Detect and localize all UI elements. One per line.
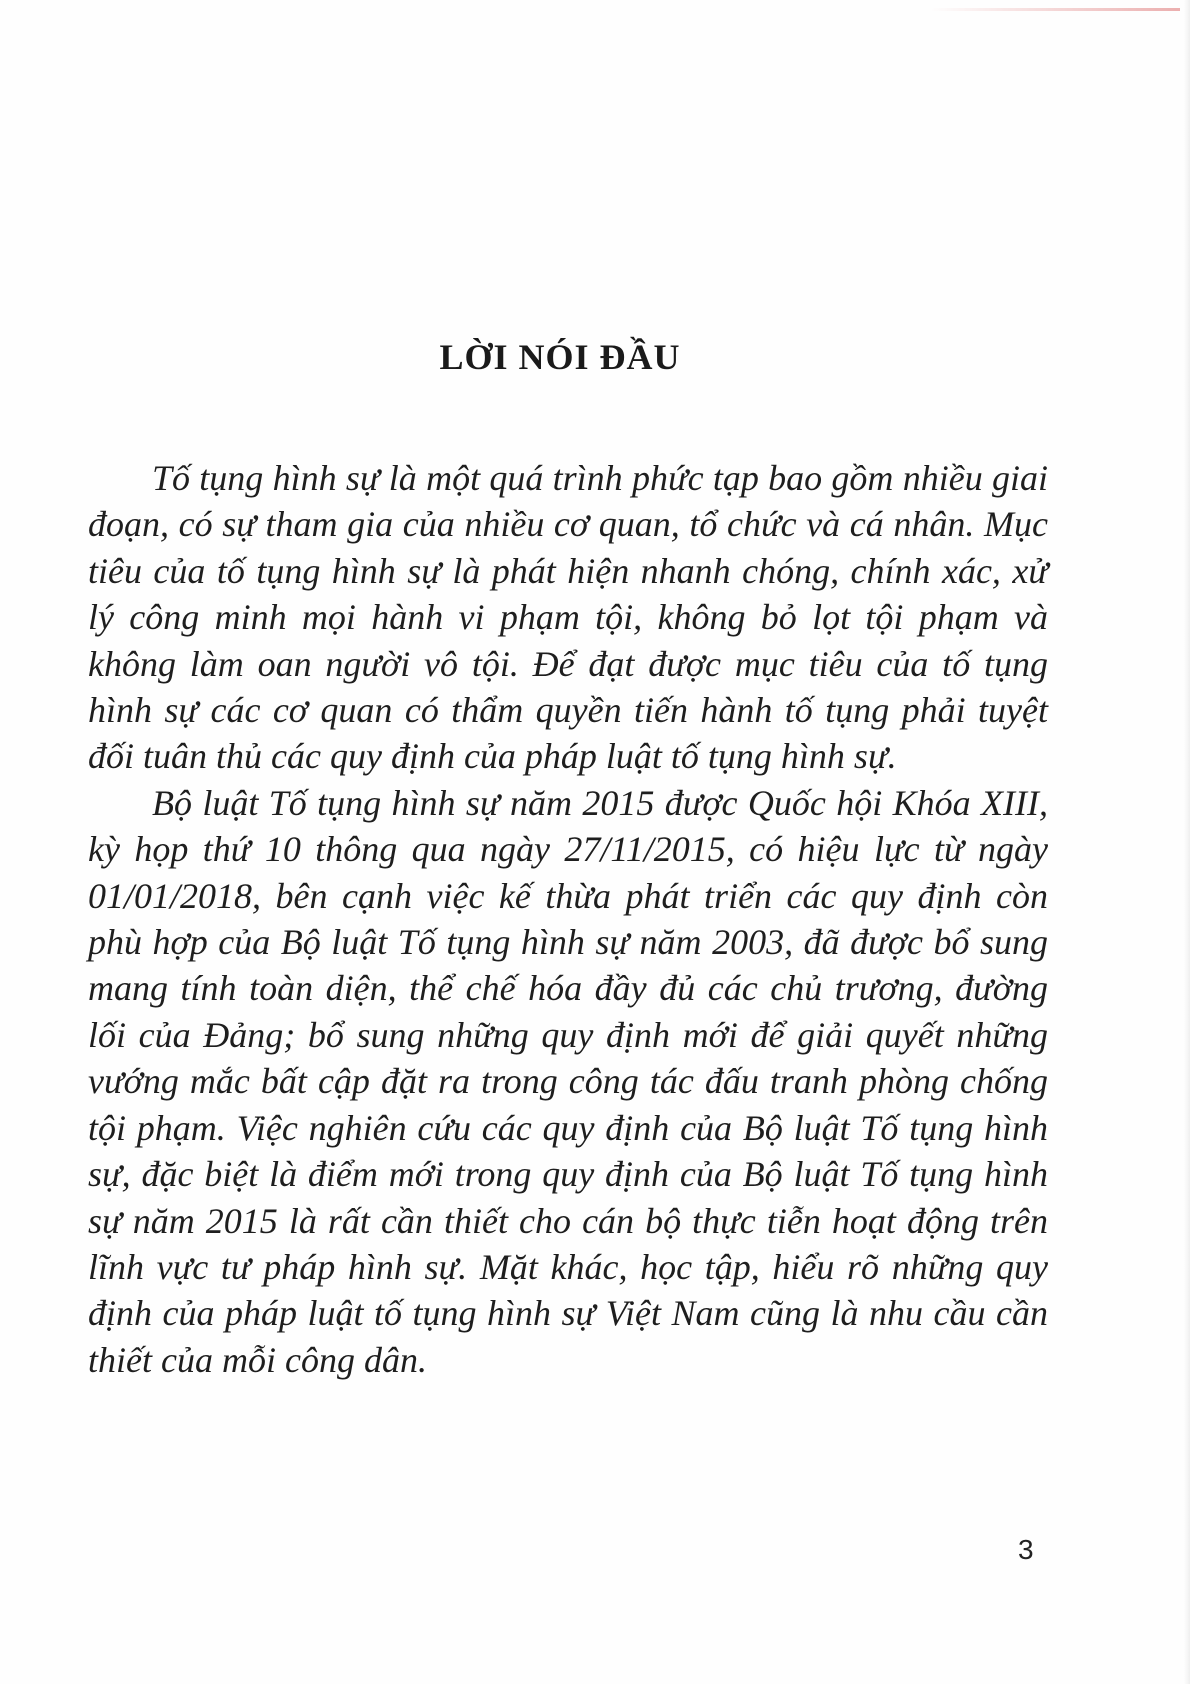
page-edge-shadow [1184,0,1190,1684]
page-number: 3 [1018,1534,1034,1565]
paragraph-2: Bộ luật Tố tụng hình sự năm 2015 được Quốc hội Khóa XIII, kỳ họp thứ 10 thông qua ngày 27/11/2015, có hiệu lực từ ngày 01/01/2018, bên cạnh việc kế thừa phát triển các quy định còn phù hợp của Bộ luật Tố tụng hình sự năm 2003, đã được bổ sung mang tính toàn diện, thể chế hóa đầy đủ các chủ trương, đường lối của Đảng; bổ sung những quy định mới để giải quyết những vướng mắc bất cập đặt ra trong công tác đấu tranh phòng chống tội phạm. Việc nghiên cứu các quy định của Bộ luật Tố tụng hình sự, đặc biệt là điểm mới trong quy định của Bộ luật Tố tụng hình sự năm 2015 là rất cần thiết cho cán bộ thực tiễn hoạt động trên lĩnh vực tư pháp hình sự. Mặt khác, học tập, hiểu rõ những quy định của pháp luật tố tụng hình sự Việt Nam cũng là nhu cầu cần thiết của mỗi công dân. [88,782,1048,1380]
body-text [88,455,1048,1383]
page-title: LỜI NÓI ĐẦU [439,337,681,378]
top-edge-mark [930,8,1180,11]
paragraph-1: Tố tụng hình sự là một quá trình phức tạp bao gồm nhiều giai đoạn, có sự tham gia của nhiều cơ quan, tổ chức và cá nhân. Mục tiêu của tố tụng hình sự là phát hiện nhanh chóng, chính xác, xử lý công minh mọi hành vi phạm tội, không bỏ lọt tội phạm và không làm oan người vô tội. Để đạt được mục tiêu của tố tụng hình sự các cơ quan có thẩm quyền tiến hành tố tụng phải tuyệt đối tuân thủ các quy định của pháp luật tố tụng hình sự. [88,458,1048,777]
